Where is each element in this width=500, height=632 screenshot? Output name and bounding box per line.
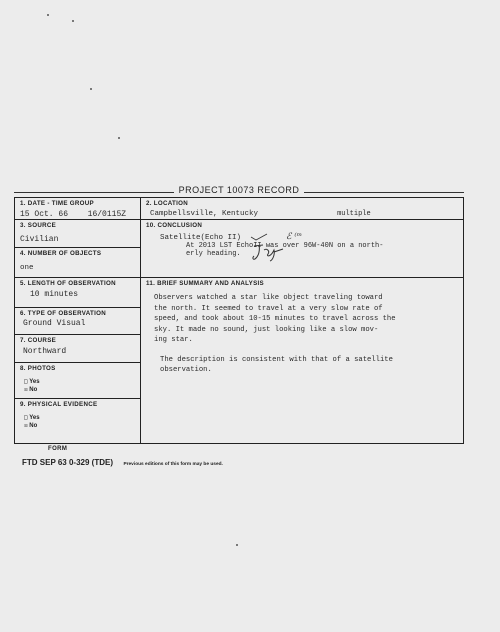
signature-icon	[251, 242, 285, 262]
checkbox-checked-icon: ☒	[24, 386, 28, 393]
footer-line	[22, 452, 322, 470]
location-label: 2. LOCATION	[146, 200, 189, 207]
location-extra: multiple	[337, 210, 371, 218]
paper-speck	[47, 14, 49, 16]
checkbox-empty-icon: □	[24, 378, 28, 385]
course-value: Northward	[23, 347, 67, 356]
number-of-objects-label: 4. NUMBER OF OBJECTS	[20, 250, 102, 257]
physical-evidence-checkboxes	[20, 414, 135, 430]
footer-note: Previous editions of this form may be used.	[123, 462, 223, 467]
source-cell	[15, 220, 140, 248]
location-text: Campbellsville, Kentucky	[150, 210, 259, 218]
checkmark-icon	[250, 233, 268, 241]
type-of-observation-cell	[15, 308, 140, 335]
left-column	[15, 198, 141, 443]
conclusion-line-2: At 2013 LST EchoII was over 96W-40N on a north-	[186, 242, 384, 250]
photos-yes-option[interactable]: □ Yes	[24, 378, 40, 385]
physical-evidence-yes-option[interactable]: □ Yes	[24, 414, 40, 421]
physical-evidence-cell	[15, 399, 140, 443]
form-footer	[22, 446, 322, 470]
paper-speck	[236, 544, 238, 546]
paper-speck	[90, 88, 92, 90]
summary-line: sky. It made no sound, just looking like a slow mov-	[154, 325, 379, 334]
number-of-objects-cell	[15, 248, 140, 278]
location-cell	[141, 198, 463, 220]
paper-speck	[118, 137, 120, 139]
summary-label: 11. BRIEF SUMMARY AND ANALYSIS	[146, 280, 264, 287]
photos-label: 8. PHOTOS	[20, 365, 56, 372]
right-column	[141, 198, 463, 443]
location-value	[146, 210, 458, 218]
project-record-form	[14, 182, 464, 442]
source-label: 3. SOURCE	[20, 222, 57, 229]
conclusion-value: Satellite(Echo II) ℰ ⁽ᵐ	[160, 232, 303, 242]
photos-checkboxes	[20, 378, 135, 394]
length-of-observation-label: 5. LENGTH OF OBSERVATION	[20, 280, 116, 287]
length-of-observation-cell	[15, 278, 140, 308]
checkbox-checked-icon: ☒	[24, 422, 28, 429]
date-value: 15 Oct. 66	[20, 210, 69, 219]
conclusion-cell	[141, 220, 463, 278]
type-of-observation-value: Ground Visual	[23, 319, 86, 328]
summary-line: the north. It seemed to travel at a very slow rate of	[154, 304, 383, 313]
footer-form-word: FORM	[48, 446, 68, 452]
conclusion-line-3: erly heading.	[146, 250, 458, 258]
course-label: 7. COURSE	[20, 337, 57, 344]
date-time-value	[20, 210, 135, 219]
handwritten-mark: ℰ ⁽ᵐ	[286, 232, 303, 242]
physical-evidence-no-option[interactable]: ☒ No	[24, 422, 38, 429]
summary-line: ing star.	[154, 336, 193, 344]
time-value: 16/0115Z	[87, 210, 127, 219]
summary-line: speed, and took about 10-15 minutes to travel across the	[154, 315, 396, 323]
length-of-observation-value: 10 minutes	[30, 290, 79, 299]
photos-no-option[interactable]: ☒ No	[24, 386, 38, 393]
summary-line: Observers watched a star like object traveling toward	[154, 294, 383, 302]
type-of-observation-label: 6. TYPE OF OBSERVATION	[20, 310, 107, 317]
date-time-label: 1. DATE - TIME GROUP	[20, 200, 94, 207]
footer-form-code: FTD SEP 63 0-329 (TDE)	[22, 458, 113, 467]
summary-text	[146, 293, 458, 376]
photos-cell	[15, 363, 140, 399]
physical-evidence-label: 9. PHYSICAL EVIDENCE	[20, 401, 98, 408]
form-grid	[14, 197, 464, 444]
checkbox-empty-icon: □	[24, 414, 28, 421]
summary-cell	[141, 278, 463, 443]
date-time-cell	[15, 198, 140, 220]
source-value: Civilian	[20, 235, 59, 244]
summary-line: observation.	[160, 366, 212, 374]
summary-line: The description is consistent with that of a satellite	[160, 355, 393, 364]
conclusion-label: 10. CONCLUSION	[146, 222, 203, 229]
number-of-objects-value: one	[20, 264, 34, 272]
form-title: PROJECT 10073 RECORD	[14, 185, 464, 195]
paper-speck	[72, 20, 74, 22]
course-cell	[15, 335, 140, 363]
